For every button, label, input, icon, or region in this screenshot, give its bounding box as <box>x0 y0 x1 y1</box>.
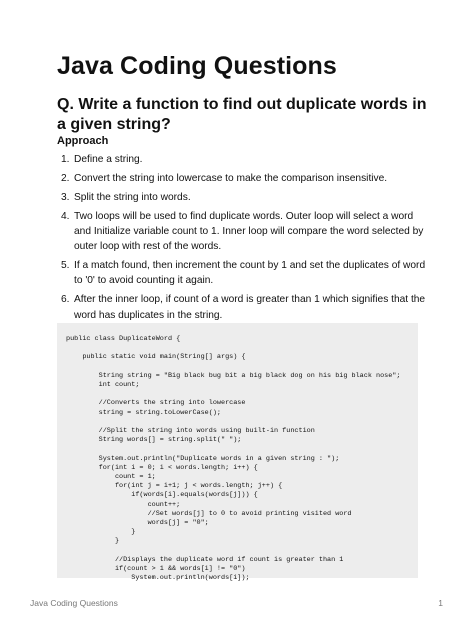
list-item <box>57 292 427 323</box>
page-title: Java Coding Questions <box>57 52 337 80</box>
question-heading: Q. Write a function to find out duplicate words in a given string? <box>57 96 427 133</box>
step-text: Convert the string into lowercase to make the comparison insensitive. <box>74 172 388 184</box>
page-number: 1 <box>438 598 443 608</box>
step-text: If a match found, then increment the count by 1 and set the duplicates of word to '0' to avoid counting it again. <box>74 260 426 287</box>
step-number: 3. <box>61 191 70 203</box>
step-number: 6. <box>61 294 70 306</box>
step-text: Two loops will be used to find duplicate words. Outer loop will select a word and Initialize variable count to 1. Inner loop will compare the word selected by outer loop with rest of the words. <box>74 210 424 253</box>
list-item <box>57 258 427 289</box>
step-text: Split the string into words. <box>74 191 191 203</box>
code-listing: public class DuplicateWord { public static void main(String[] args) { String string = "Big black bug bit a big black dog on his big black nose"; int count; //Converts the string into lowercase string = string.toLowerCase(); //Split the string into words using built-in function String words[] = string.split(" "); System.out.println("Duplicate words in a given string : "); for(int i = 0; i < words.length; i++) { count = 1; for(int j = i+1; j < words.length; j++) { if(words[i].equals(words[j])) { count++; //Set words[j] to 0 to avoid printing visited word words[j] = "0"; } } //Displays the duplicate word if count is greater than 1 if(count > 1 && words[i] != "0") System.out.println(words[i]); <box>66 335 401 583</box>
list-item <box>57 209 427 255</box>
step-text: Define a string. <box>74 154 143 165</box>
step-number: 5. <box>61 260 70 272</box>
list-item <box>57 171 427 186</box>
step-number: 2. <box>61 172 70 184</box>
list-item <box>57 152 427 167</box>
step-number: 1. <box>61 154 70 165</box>
step-text: After the inner loop, if count of a word is greater than 1 which signifies that the word has duplicates in the string. <box>74 294 426 321</box>
approach-steps-list <box>57 152 427 327</box>
step-number: 4. <box>61 210 70 222</box>
footer-title: Java Coding Questions <box>30 598 118 608</box>
code-block <box>57 323 418 583</box>
list-item <box>57 190 427 205</box>
approach-heading: Approach <box>57 135 109 147</box>
